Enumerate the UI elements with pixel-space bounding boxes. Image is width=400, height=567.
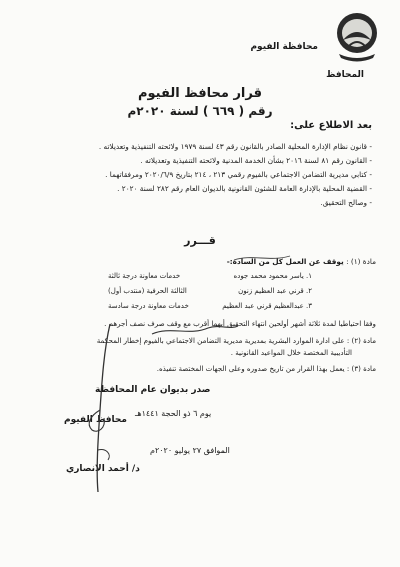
recital-item: - القضية المحلية بالإدارة العامة للشئون القانونية بالديوان العام رقم ٢٨٢ لسنة ٢٠٢٠ .	[117, 184, 372, 193]
person-role: خدمات معاونة درجة سادسة	[108, 302, 189, 310]
governorate-logo-icon	[333, 10, 381, 64]
decree-number: رقم ( ٦٦٩ ) لسنة ٢٠٢٠م	[127, 104, 273, 118]
decided-heading: قـــرر	[184, 234, 216, 247]
issued-at: صدر بديوان عام المحافظة	[95, 385, 211, 395]
person-name: ٣. عبدالعظيم قرني عبد العظيم	[222, 302, 312, 310]
article-3-line	[157, 364, 376, 373]
article-1-text: يوقف عن العمل كل من السادة:-	[226, 257, 344, 266]
person-name: ٢. قرني عبد العظيم زنون	[238, 287, 312, 295]
issue-date-hijri: يوم ٦ ذو الحجة ١٤٤١هـ	[135, 409, 212, 418]
handwritten-annotation	[150, 320, 240, 340]
article-3-text: يعمل بهذا القرار من تاريخ صدوره وعلى الجهات المختصة تنفيذه.	[156, 364, 345, 373]
recital-item: - وصالح التحقيق.	[320, 198, 372, 207]
article-2-text: على ادارة الموارد البشرية بمديرية مديرية التضامن الاجتماعي بالفيوم إخطار المحكمة	[96, 336, 345, 345]
article-1-label: مادة (١) :	[346, 257, 376, 266]
article-3-label: مادة (٣) :	[346, 364, 376, 373]
article-2-line-2: التأديبية المختصة خلال المواعيد القانونية .	[230, 348, 352, 357]
person-role: الثالثة الحرفية (منتدب أول)	[108, 287, 187, 295]
article-2-label: مادة (٢) :	[346, 336, 376, 345]
handwritten-underline	[232, 250, 292, 264]
department-label: المحافظ	[326, 70, 364, 80]
article-1-closing: وفقا احتياطيا لمدة ثلاثة أشهر أولحين انتهاء التحقيق أيهما أقرب مع وقف صرف نصف أجرهم .	[104, 319, 376, 328]
signatory-name: د/ أحمد الانصاري	[66, 464, 140, 474]
handwritten-signature	[80, 320, 120, 495]
governorate-name: محافظة الفيوم	[250, 42, 318, 52]
recital-item: - قانون نظام الإدارة المحلية الصادر بالقانون رقم ٤٣ لسنة ١٩٧٩ ولائحته التنفيذية وتعديلاته .	[98, 142, 372, 151]
person-name: ١. ياسر محمود محمد جوده	[233, 272, 312, 280]
decree-title: قرار محافظ الفيوم	[137, 86, 262, 101]
preamble-label: بعد الاطلاع على:	[290, 120, 372, 131]
person-role: خدمات معاونة درجة ثالثة	[108, 272, 181, 280]
recital-item: - القانون رقم ٨١ لسنة ٢٠١٦ بشأن الخدمة المدنية ولائحته التنفيذية وتعديلاته .	[140, 156, 372, 165]
issue-date-gregorian: الموافق ٢٧ يوليو ٢٠٢٠م	[150, 446, 230, 455]
signatory-title: محافظ الفيوم	[64, 415, 127, 425]
recital-item: - كتابي مديرية التضامن الاجتماعي بالفيوم رقمي ٢١٣ ، ٢١٤ بتاريخ ٢٠٢٠/٦/٩ ومرفقاتهما .	[105, 170, 372, 179]
